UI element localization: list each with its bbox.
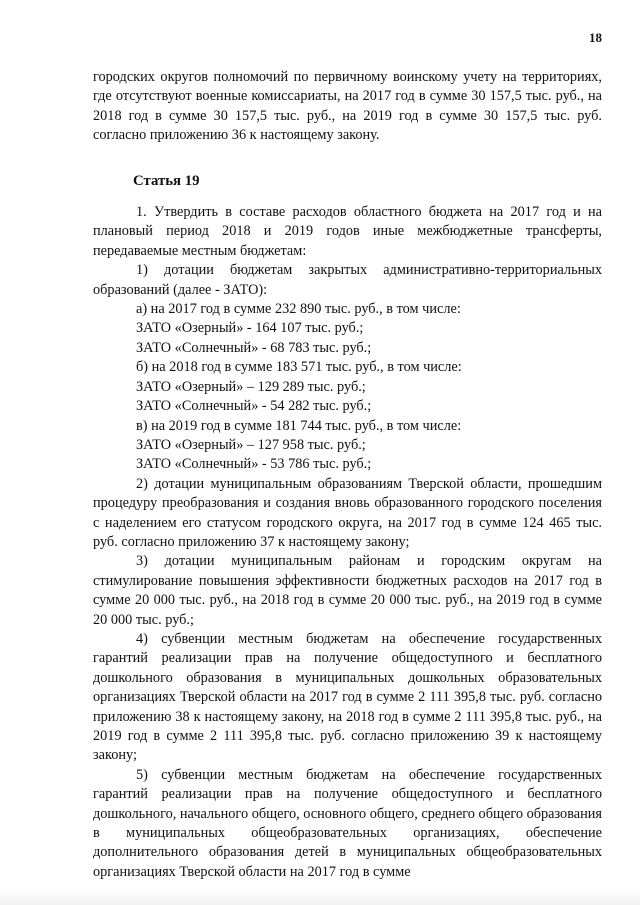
article-heading: Статья 19	[133, 172, 200, 189]
list-item: ЗАТО «Озерный» - 164 107 тыс. руб.;	[136, 320, 364, 337]
intro-paragraph: городских округов полномочий по первичному воинскому учету на территориях, где отсутствуют военные комиссариаты, на 2017 год в сумме 30 157,5 тыс. руб., на 2018 год в сумме 30 157,5 тыс. руб., на 2019 год в сумме 30 157,5 тыс. руб. согласно приложению 36 к настоящему закону.	[93, 69, 602, 144]
scan-edge	[0, 887, 640, 905]
page-number: 18	[589, 30, 602, 45]
zato-list	[93, 300, 602, 475]
list-item: ЗАТО «Солнечный» - 68 783 тыс. руб.;	[136, 339, 372, 356]
document-body	[93, 68, 602, 882]
list-item: ЗАТО «Солнечный» - 53 786 тыс. руб.;	[136, 456, 372, 473]
paragraph-1: 1. Утвердить в составе расходов областного бюджета на 2017 год и на плановый период 2018 и 2019 годов иные межбюджетные трансферты, передаваемые местным бюджетам:	[93, 204, 602, 259]
list-item: ЗАТО «Солнечный» - 54 282 тыс. руб.;	[136, 398, 372, 415]
list-item: а) на 2017 год в сумме 232 890 тыс. руб., в том числе:	[136, 301, 461, 318]
item-5: 5) субвенции местным бюджетам на обеспечение государственных гарантий реализации прав на получение общедоступного и бесплатного дошкольного, начального общего, основного общего, среднего общего образования в муниципальных общеобразовательных организациях, обеспечение дополнительного образования детей в муниципальных общеобразовательных организациях Тверской области на 2017 год в сумме	[93, 766, 602, 880]
list-item: б) на 2018 год в сумме 183 571 тыс. руб., в том числе:	[136, 359, 462, 376]
paragraph-1-1: 1) дотации бюджетам закрытых административно-территориальных образований (далее - ЗАТО):	[93, 262, 602, 298]
item-4: 4) субвенции местным бюджетам на обеспечение государственных гарантий реализации прав на получение общедоступного и бесплатного дошкольного образования в муниципальных дошкольных образовательных организациях Тверской области на 2017 год в сумме 2 111 395,8 тыс. руб. согласно приложению 38 к настоящему закону, на 2018 год в сумме 2 111 395,8 тыс. руб., на 2019 год в сумме 2 111 395,8 тыс. руб. согласно приложению 39 к настоящему закону;	[93, 630, 602, 764]
list-item: ЗАТО «Озерный» – 129 289 тыс. руб.;	[136, 378, 366, 395]
list-item: ЗАТО «Озерный» – 127 958 тыс. руб.;	[136, 436, 366, 453]
item-3: 3) дотации муниципальным районам и городским округам на стимулирование повышения эффективности бюджетных расходов на 2017 год в сумме 20 000 тыс. руб., на 2018 год в сумме 20 000 тыс. руб., на 2019 год в сумме 20 000 тыс. руб.;	[93, 553, 602, 628]
item-2: 2) дотации муниципальным образованиям Тверской области, прошедшим процедуру преобразования и создания вновь образованного городского поселения с наделением его статусом городского округа, на 2017 год в сумме 124 465 тыс. руб. согласно приложению 37 к настоящему закону;	[93, 475, 602, 550]
list-item: в) на 2019 год в сумме 181 744 тыс. руб., в том числе:	[136, 417, 462, 434]
